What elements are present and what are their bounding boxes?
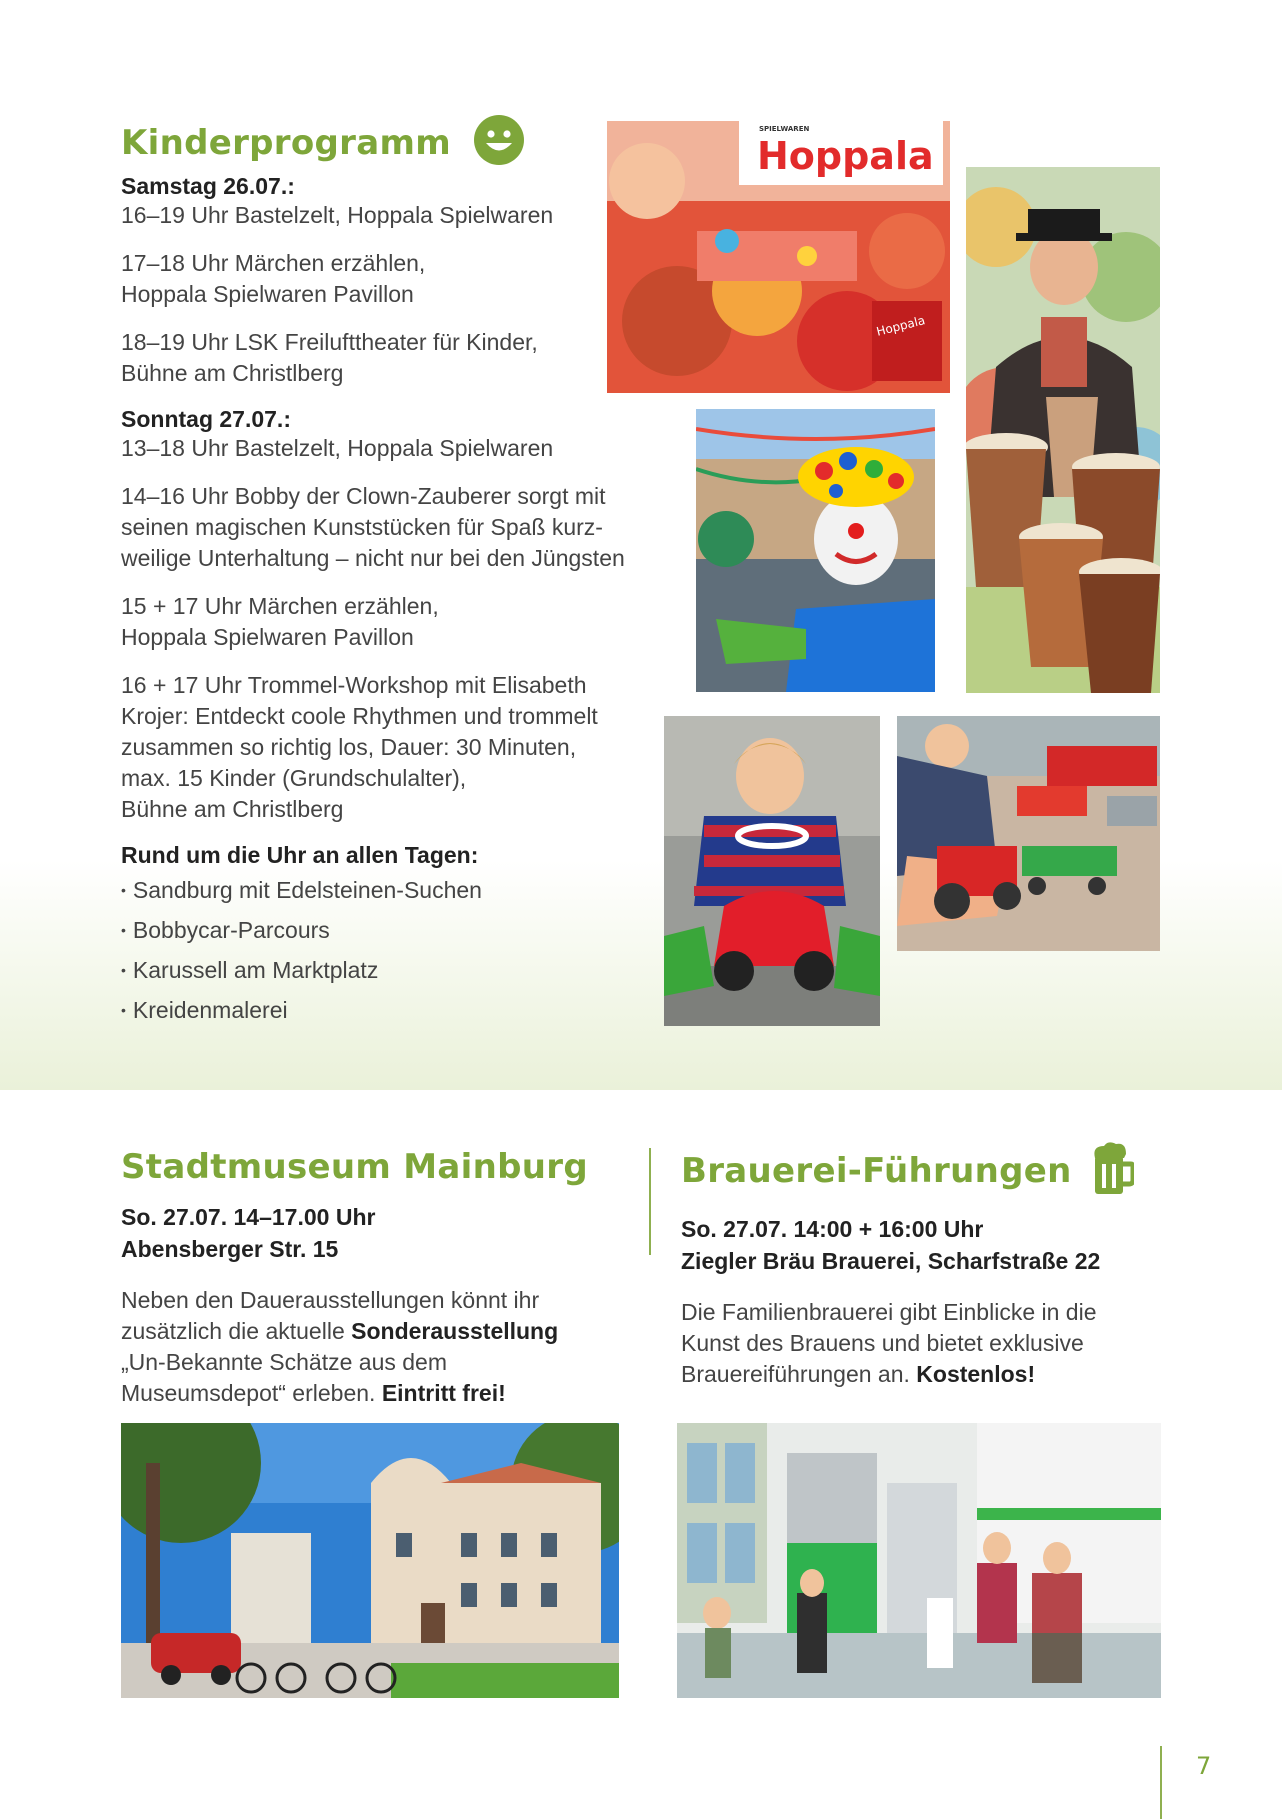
brewery-address: Ziegler Bräu Brauerei, Scharfstraße 22 xyxy=(681,1248,1101,1274)
shirt-print: Hoppala xyxy=(874,313,927,339)
brewery-section xyxy=(681,1140,1201,1390)
museum-address: Abensberger Str. 15 xyxy=(121,1236,339,1262)
logo-small-text: SPIELWAREN xyxy=(759,125,810,133)
brewery-title: Brauerei-Führungen xyxy=(681,1150,1072,1191)
sunday-item: 16 + 17 Uhr Trommel-Workshop mit Elisabeth Krojer: Entdeckt coole Rhythmen und trommelt zusammen so richtig los, Dauer: 30 Minuten, max. 15 Kinder (Grundschulalter), Bühne am Christlberg xyxy=(121,672,598,822)
bobbycar-boy-photo xyxy=(664,716,880,1026)
list-item: • Bobbycar-Parcours xyxy=(121,915,661,946)
sunday-item: 14–16 Uhr Bobby der Clown-Zauberer sorgt mit seinen magischen Kunststücken für Spaß kurz- weilige Unterhaltung – nicht nur bei den Jüngsten xyxy=(121,483,625,571)
clown-photo xyxy=(696,409,935,692)
kinderprogramm-title: Kinderprogramm xyxy=(121,122,451,163)
kinderprogramm-text xyxy=(121,173,661,1035)
museum-title: Stadtmuseum Mainburg xyxy=(121,1147,588,1187)
beer-mug-icon xyxy=(1090,1140,1134,1201)
drum-workshop-photo xyxy=(966,167,1160,693)
museum-date: So. 27.07. 14–17.00 Uhr xyxy=(121,1204,376,1230)
brewery-interior-photo xyxy=(677,1423,1161,1698)
logo-brand-text: Hoppala xyxy=(757,134,934,178)
brewery-description: Die Familienbrauerei gibt Einblicke in die Kunst des Brauens und bietet exklusive Brauereiführungen an. Kostenlos! xyxy=(681,1299,1097,1387)
smiley-icon xyxy=(473,114,525,171)
sunday-heading: Sonntag 27.07.: xyxy=(121,406,291,432)
museum-description: Neben den Dauerausstellungen könnt ihr zusätzlich die aktuelle Sonderausstellung „Un-Bekannte Schätze aus dem Museumsdepot“ erleben. Eintritt frei! xyxy=(121,1287,559,1406)
brewery-heading-row xyxy=(681,1140,1201,1201)
museum-section xyxy=(121,1147,641,1409)
list-item: • Kreidenmalerei xyxy=(121,995,661,1026)
brewery-date: So. 27.07. 14:00 + 16:00 Uhr xyxy=(681,1216,984,1242)
museum-building-photo xyxy=(121,1423,619,1698)
list-item: • Sandburg mit Edelsteinen-Suchen xyxy=(121,875,661,906)
sunday-item: 15 + 17 Uhr Märchen erzählen, Hoppala Spielwaren Pavillon xyxy=(121,593,439,650)
sandbox-tractor-photo xyxy=(897,716,1160,951)
list-item: • Karussell am Marktplatz xyxy=(121,955,661,986)
saturday-item: 16–19 Uhr Bastelzelt, Hoppala Spielwaren xyxy=(121,202,554,228)
craft-tent-photo xyxy=(607,121,950,393)
page-number-rule xyxy=(1160,1746,1162,1819)
allday-list xyxy=(121,875,661,1026)
saturday-heading: Samstag 26.07.: xyxy=(121,173,295,199)
saturday-item: 18–19 Uhr LSK Freilufttheater für Kinder, Bühne am Christlberg xyxy=(121,329,538,386)
allday-heading: Rund um die Uhr an allen Tagen: xyxy=(121,842,479,868)
saturday-item: 17–18 Uhr Märchen erzählen, Hoppala Spielwaren Pavillon xyxy=(121,250,426,307)
page-number: 7 xyxy=(1196,1752,1212,1780)
sunday-item: 13–18 Uhr Bastelzelt, Hoppala Spielwaren xyxy=(121,435,554,461)
kinderprogramm-heading-row xyxy=(121,114,525,171)
section-divider xyxy=(649,1148,651,1255)
